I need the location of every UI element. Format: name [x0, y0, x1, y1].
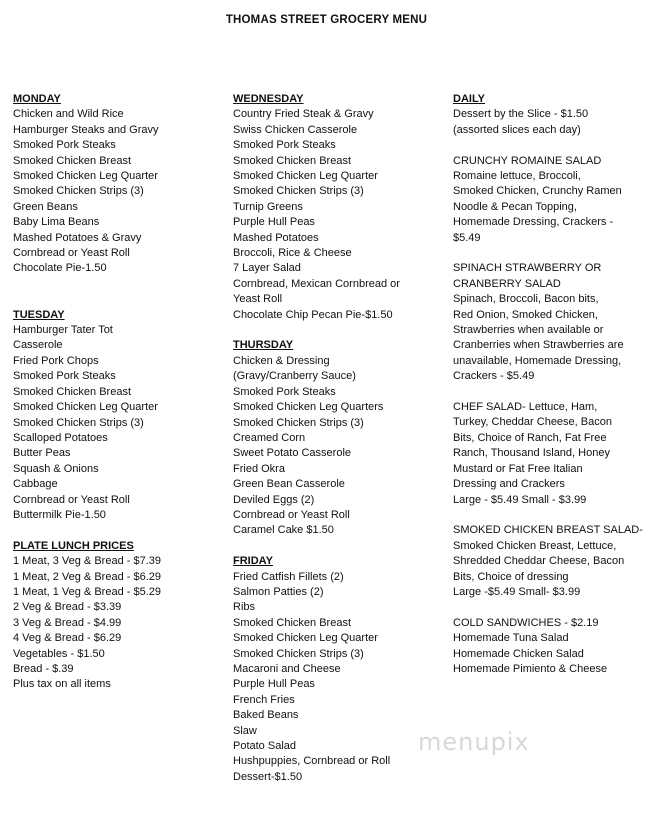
menu-item: Smoked Pork Steaks — [13, 370, 116, 383]
menu-item: Chocolate Chip Pecan Pie-$1.50 — [233, 308, 393, 321]
menupix-watermark: menupix — [418, 728, 530, 756]
section-heading: WEDNESDAY — [233, 93, 304, 105]
menu-item: Plus tax on all items — [13, 678, 111, 691]
section-heading: PLATE LUNCH PRICES — [13, 539, 134, 552]
menu-item: Salmon Patties (2) — [233, 585, 324, 598]
menu-item: Yeast Roll — [233, 293, 283, 306]
menu-item: COLD SANDWICHES - $2.19 — [453, 616, 599, 629]
menu-item: Homemade Pimiento & Cheese — [453, 662, 608, 675]
menu-item: French Fries — [233, 693, 295, 706]
menu-item: $5.49 — [453, 231, 481, 244]
menu-item: 3 Veg & Bread - $4.99 — [13, 616, 122, 629]
section-monday — [13, 92, 223, 277]
menu-item: Cornbread or Yeast Roll — [13, 493, 130, 506]
menu-item: Smoked Chicken Breast — [13, 385, 131, 398]
menu-item: Mashed Potatoes & Gravy — [13, 231, 142, 244]
section-spinach-strawberry-salad — [453, 261, 648, 384]
menu-item: CRUNCHY ROMAINE SALAD — [453, 154, 602, 167]
menu-item: unavailable, Homemade Dressing, — [453, 354, 622, 367]
menu-item: Baby Lima Beans — [13, 216, 100, 229]
menu-item: Fried Okra — [233, 462, 285, 475]
menu-item: Smoked Chicken Strips (3) — [13, 416, 144, 429]
menu-item: Slaw — [233, 724, 257, 737]
menu-item: Smoked Chicken Leg Quarter — [13, 170, 158, 183]
menu-item: Smoked Pork Steaks — [233, 385, 336, 398]
menu-item: 2 Veg & Bread - $3.39 — [13, 601, 122, 614]
menu-item: Vegetables - $1.50 — [13, 647, 105, 660]
menu-item: Cornbread or Yeast Roll — [233, 508, 350, 521]
menu-item: Smoked Chicken Strips (3) — [233, 185, 364, 198]
menu-item: 7 Layer Salad — [233, 262, 301, 275]
section-crunchy-romaine-salad — [453, 154, 648, 246]
menu-item: Bits, Choice of Ranch, Fat Free — [453, 431, 607, 444]
section-cold-sandwiches — [453, 616, 648, 678]
menu-item: Country Fried Steak & Gravy — [233, 108, 374, 121]
menu-item: Scalloped Potatoes — [13, 431, 108, 444]
menu-item: Fried Catfish Fillets (2) — [233, 570, 344, 583]
section-heading: DAILY — [453, 93, 485, 105]
menu-item: Hamburger Tater Tot — [13, 324, 113, 337]
menu-item: Hushpuppies, Cornbread or Roll — [233, 755, 391, 768]
section-wednesday — [233, 92, 443, 323]
menu-item: Broccoli, Rice & Cheese — [233, 247, 352, 260]
menu-item: Squash & Onions — [13, 462, 99, 475]
menu-item: Smoked Chicken Leg Quarter — [233, 632, 378, 645]
menu-item: Dressing and Crackers — [453, 478, 565, 491]
menu-item: Ranch, Thousand Island, Honey — [453, 447, 610, 460]
menu-item: Sweet Potato Casserole — [233, 447, 352, 460]
column-right — [453, 92, 648, 677]
menu-item: Cranberries when Strawberries are — [453, 339, 624, 352]
menu-item: Ribs — [233, 601, 256, 614]
menu-item: Dessert by the Slice - $1.50 — [453, 108, 589, 121]
menu-item: Smoked Chicken Breast — [13, 154, 131, 167]
menu-item: Cornbread or Yeast Roll — [13, 247, 130, 260]
menu-item: Smoked Chicken Breast — [233, 154, 351, 167]
menu-item: CHEF SALAD- Lettuce, Ham, — [453, 401, 598, 414]
menu-item: Smoked Chicken Leg Quarter — [233, 170, 378, 183]
menu-item: Strawberries when available or — [453, 324, 604, 337]
section-thursday — [233, 338, 443, 538]
menu-item: Fried Pork Chops — [13, 354, 99, 367]
menu-item: Smoked Pork Steaks — [233, 139, 336, 152]
menu-item: Mashed Potatoes — [233, 231, 319, 244]
menu-item: SPINACH STRAWBERRY OR — [453, 262, 602, 275]
page-title: THOMAS STREET GROCERY MENU — [225, 14, 428, 26]
menu-item: Purple Hull Peas — [233, 216, 315, 229]
menu-item: 1 Meat, 1 Veg & Bread - $5.29 — [13, 585, 161, 598]
menu-item: Swiss Chicken Casserole — [233, 123, 358, 136]
menu-item: Bits, Choice of dressing — [453, 570, 569, 583]
menu-item: Green Beans — [13, 200, 78, 213]
menu-item: Chicken & Dressing — [233, 354, 330, 367]
menu-item: Buttermilk Pie-1.50 — [13, 508, 106, 521]
menu-item: Smoked Chicken Strips (3) — [13, 185, 144, 198]
section-friday — [233, 554, 443, 785]
section-heading: MONDAY — [13, 93, 61, 105]
menu-item: Smoked Chicken Strips (3) — [233, 416, 364, 429]
menu-item: Shredded Cheddar Cheese, Bacon — [453, 555, 625, 568]
menu-item: SMOKED CHICKEN BREAST SALAD- — [453, 524, 643, 537]
column-left — [13, 92, 223, 693]
menu-item: Bread - $.39 — [13, 663, 74, 675]
menu-item: Smoked Chicken Leg Quarter — [13, 401, 158, 414]
menu-item: Smoked Chicken Breast, Lettuce, — [453, 539, 617, 552]
section-heading: FRIDAY — [233, 555, 273, 568]
menu-item: Cornbread, Mexican Cornbread or — [233, 277, 400, 290]
menu-item: Crackers - $5.49 — [453, 370, 535, 383]
menu-item: Smoked Pork Steaks — [13, 139, 116, 152]
menu-item: Macaroni and Cheese — [233, 663, 341, 675]
menu-item: Hamburger Steaks and Gravy — [13, 123, 159, 136]
menu-item: Homemade Dressing, Crackers - — [453, 216, 614, 229]
menu-item: Chocolate Pie-1.50 — [13, 262, 107, 275]
menu-item: Noodle & Pecan Topping, — [453, 200, 577, 213]
menu-item: 1 Meat, 2 Veg & Bread - $6.29 — [13, 570, 161, 583]
menu-item: Purple Hull Peas — [233, 678, 315, 691]
menu-item: Baked Beans — [233, 709, 299, 722]
section-daily — [453, 92, 648, 138]
menu-item: Spinach, Broccoli, Bacon bits, — [453, 293, 599, 306]
menu-item: Turnip Greens — [233, 200, 303, 213]
section-chef-salad — [453, 400, 648, 508]
menu-item: Large - $5.49 Small - $3.99 — [453, 493, 587, 506]
menu-item: Casserole — [13, 339, 63, 352]
menu-item: Dessert-$1.50 — [233, 770, 303, 783]
menu-item: Butter Peas — [13, 447, 71, 460]
section-plate-lunch-prices — [13, 539, 223, 693]
menu-item: Smoked Chicken, Crunchy Ramen — [453, 185, 622, 198]
menu-item: Red Onion, Smoked Chicken, — [453, 308, 598, 321]
menu-item: Large -$5.49 Small- $3.99 — [453, 585, 581, 598]
menu-item: Homemade Tuna Salad — [453, 632, 569, 645]
menu-item: CRANBERRY SALAD — [453, 277, 561, 290]
menu-item: 4 Veg & Bread - $6.29 — [13, 632, 122, 645]
menu-item: Chicken and Wild Rice — [13, 108, 124, 121]
column-middle — [233, 92, 443, 785]
menu-item: Green Bean Casserole — [233, 478, 345, 491]
section-heading: THURSDAY — [233, 339, 294, 352]
menu-item: Homemade Chicken Salad — [453, 647, 584, 660]
section-tuesday — [13, 308, 223, 524]
menu-item: Potato Salad — [233, 740, 296, 753]
menu-item: (Gravy/Cranberry Sauce) — [233, 370, 356, 383]
menu-item: 1 Meat, 3 Veg & Bread - $7.39 — [13, 555, 161, 568]
menu-item: Smoked Chicken Leg Quarters — [233, 401, 384, 414]
menu-item: Smoked Chicken Strips (3) — [233, 647, 364, 660]
section-heading: TUESDAY — [13, 308, 65, 321]
section-smoked-chicken-salad — [453, 523, 648, 600]
menu-item: Smoked Chicken Breast — [233, 616, 351, 629]
menu-item: Deviled Eggs (2) — [233, 493, 315, 506]
menu-item: Cabbage — [13, 478, 58, 491]
menu-item: (assorted slices each day) — [453, 123, 581, 136]
menu-item: Turkey, Cheddar Cheese, Bacon — [453, 416, 612, 429]
menu-item: Mustard or Fat Free Italian — [453, 462, 583, 475]
menu-item: Caramel Cake $1.50 — [233, 524, 334, 537]
menu-item: Romaine lettuce, Broccoli, — [453, 170, 581, 183]
menu-item: Creamed Corn — [233, 431, 306, 444]
